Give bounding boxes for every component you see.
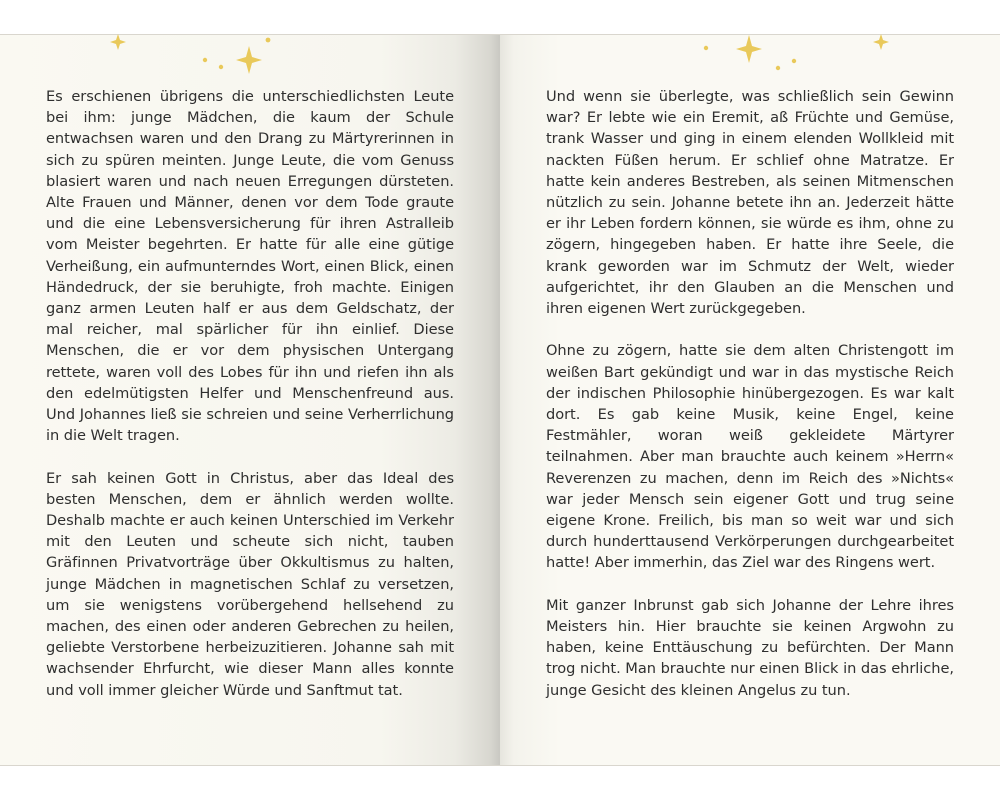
sparkle-stars-icon bbox=[100, 28, 300, 78]
paragraph: Ohne zu zögern, hatte sie dem alten Christengott im weißen Bart gekündigt und war in das mystische Reich der indischen Philosophie hinübergezogen. Es war kalt dort. Es gab keine Musik, keine Engel, keine Festmähler, woran weiß gekleidete Märtyrer teilnahmen. Aber man brauchte auch keinem »Herrn« Reverenzen zu machen, denn im Reich des »Nichts« war jeder Mensch sein eigener Gott und trug seine eigene Krone. Freilich, bis man so weit war und sich durch hunderttausend Verkörperungen durchgearbeitet hatte! Aber immerhin, das Ziel war des Ringens wert. bbox=[546, 342, 954, 572]
paragraph: Mit ganzer Inbrunst gab sich Johanne der Lehre ihres Meisters hin. Hier brauchte sie keinen Argwohn zu haben, keine Enttäuschung zu befürchten. Der Mann trog nicht. Man brauchte nur einen Blick in das ehrliche, junge Gesicht des kleinen Angelus zu tun. bbox=[546, 596, 954, 699]
paragraph: Und wenn sie überlegte, was schließlich sein Gewinn war? Er lebte wie ein Eremit, aß Früchte und Gemüse, trank Wasser und ging in einem elenden Wollkleid mit nackten Füßen herum. Er schlief ohne Matratze. Er hatte kein anderes Bestreben, als seinen Mitmenschen nützlich zu sein. Johanne betete ihn an. Jederzeit hätte er ihr Leben fordern können, sie würde es ihm, ohne zu zögern, hingegeben haben. Er hatte ihre Seele, die krank geworden war im Schmutz der Welt, wieder aufgerichtet, ihr den Glauben an die Menschen und ihren eigenen Wert zurückgegeben. bbox=[546, 88, 954, 318]
paragraph: Es erschienen übrigens die unterschiedlichsten Leute bei ihm: junge Mädchen, die kaum der Schule entwachsen waren und den Drang zu Märtyrerinnen in sich zu spüren meinten. Junge Leute, die vom Genuss blasiert waren und nach neuen Erregungen dürsteten. Alte Frauen und Männer, denen vor dem Tode graute und die eine Lebensversicherung für ihren Astralleib vom Meister begehrten. Er hatte für alle eine gütige Verheißung, ein aufmunterndes Wort, einen Blick, einen Händedruck, der sie beruhigte, froh machte. Einigen ganz armen Leuten half er aus dem Geldschatz, der mal reicher, mal spärlicher für ihn einlief. Diese Menschen, die er vor dem physischen Untergang rettete, waren voll des Lobes für ihn und riefen ihn als den edelmütigsten Helfer und Menschenfreund aus. Und Johannes ließ sie schreien und seine Verherrlichung in die Welt tragen. bbox=[46, 88, 454, 445]
left-page-text bbox=[46, 86, 454, 722]
right-page-text bbox=[546, 86, 954, 722]
sparkle-stars-icon bbox=[700, 28, 900, 78]
paragraph: Er sah keinen Gott in Christus, aber das Ideal des besten Menschen, dem er ähnlich werden wollte. Deshalb machte er auch keinen Unterschied im Verkehr mit den Leuten und scheute sich nicht, tauben Gräfinnen Privatvorträge über Okkultismus zu halten, junge Mädchen in magnetischen Schlaf zu versetzen, um sie wenigstens vorübergehend hellsehend zu machen, des einen oder anderen Gebrechen zu heilen, geliebte Verstorbene herbeizuzitieren. Johanne sah mit wachsender Ehrfurcht, wie dieser Mann alles konnte und voll immer gleicher Würde und Sanftmut tat. bbox=[46, 469, 454, 699]
